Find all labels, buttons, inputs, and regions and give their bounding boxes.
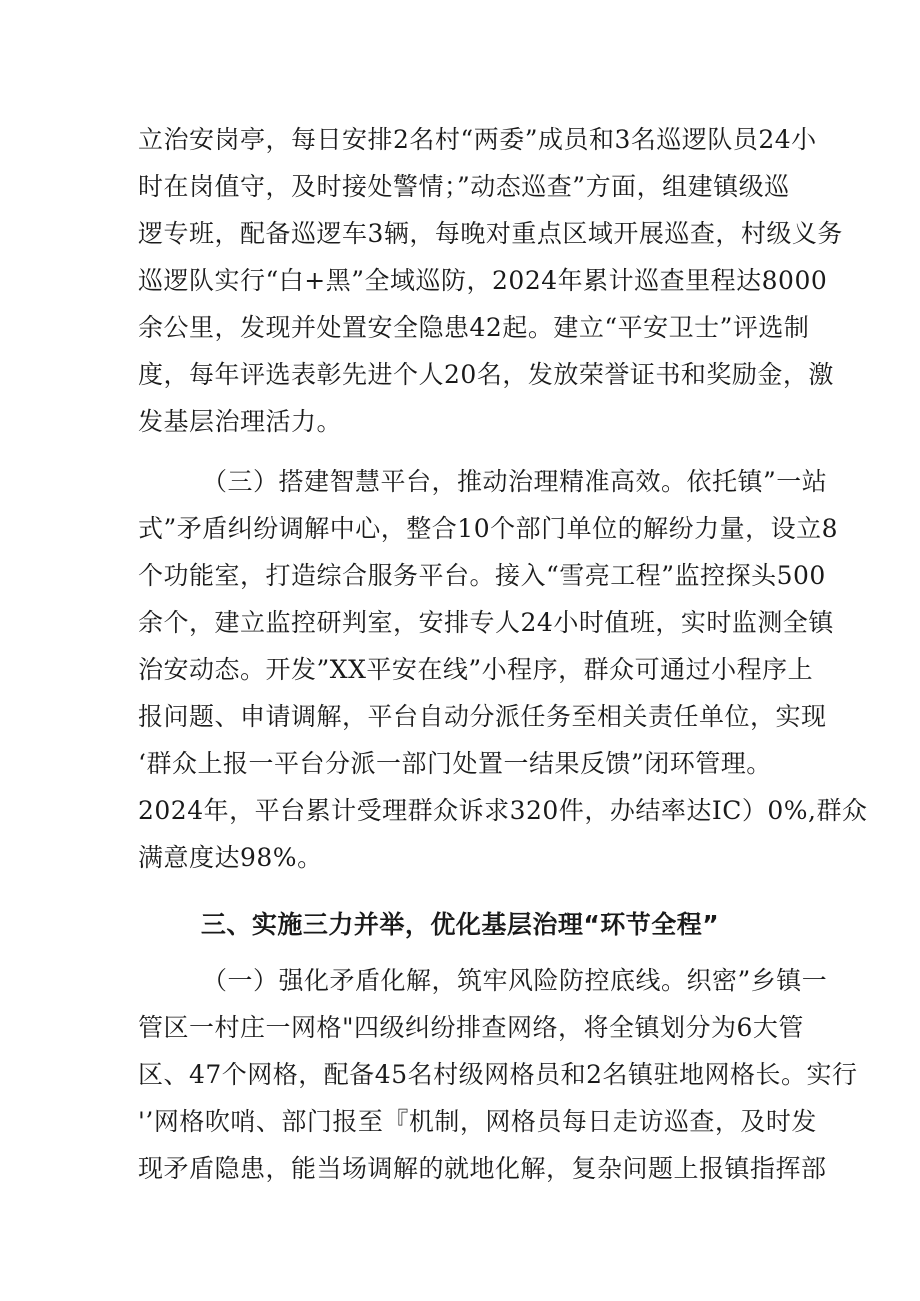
paragraph-3-line-1: （一）强化矛盾化解，筑牢风险防控底线。织密”乡镇一: [202, 966, 828, 995]
paragraph-1-line-2: 时在岗值守，及时接处警情；”动态巡查”方面，组建镇级巡: [138, 172, 790, 201]
paragraph-2-line-1: （三）搭建智慧平台，推动治理精准高效。依托镇”一站: [202, 467, 828, 496]
paragraph-1-line-5: 余公里，发现并处置安全隐患42起。建立“平安卫士”评选制: [138, 313, 810, 342]
paragraph-2-line-8: 2024年，平台累计受理群众诉求320件，办结率达IC）0%,群众: [138, 796, 868, 825]
paragraph-2-line-4: 余个，建立监控研判室，安排专人24小时值班，实时监测全镇: [138, 608, 834, 637]
paragraph-1-line-6: 度，每年评选表彰先进个人20名，发放荣誉证书和奖励金，激: [138, 360, 834, 389]
paragraph-2-line-2: 式”矛盾纠纷调解中心，整合10个部门单位的解纷力量，设立8: [138, 514, 839, 543]
paragraph-1-line-3: 逻专班，配备巡逻车3辆，每晚对重点区域开展巡查，村级义务: [138, 219, 843, 248]
paragraph-2-line-7: ‘群众上报一平台分派一部门处置一结果反馈”闭环管理。: [138, 749, 772, 778]
paragraph-3-line-3: 区、47个网格，配备45名村级网格员和2名镇驻地网格长。实行: [138, 1060, 858, 1089]
paragraph-3-line-2: 管区一村庄一网格"四级纠纷排查网络，将全镇划分为6大管: [138, 1013, 804, 1042]
paragraph-2-line-6: 报问题、申请调解，平台自动分派任务至相关责任单位，实现: [138, 702, 827, 731]
paragraph-2-line-9: 满意度达98%。: [138, 843, 323, 872]
paragraph-1-line-4: 巡逻队实行“白+黑”全域巡防，2024年累计巡查里程达8000: [138, 266, 828, 295]
paragraph-1-line-1: 立治安岗亭，每日安排2名村“两委”成员和3名巡逻队员24小: [138, 125, 817, 154]
paragraph-3-line-5: 现矛盾隐患，能当场调解的就地化解，复杂问题上报镇指挥部: [138, 1154, 827, 1183]
paragraph-3-line-4: '’网格吹哨、部门报至『机制，网格员每日走访巡查，及时发: [138, 1107, 817, 1136]
paragraph-2-line-3: 个功能室，打造综合服务平台。接入“雪亮工程”监控探头500: [138, 561, 826, 590]
section-heading: 三、实施三力并举，优化基层治理“环节全程”: [200, 910, 720, 939]
paragraph-2-line-5: 治安动态。开发”XX平安在线”小程序，群众可通过小程序上: [138, 655, 814, 684]
paragraph-1-line-7: 发基层治理活力。: [138, 407, 343, 436]
